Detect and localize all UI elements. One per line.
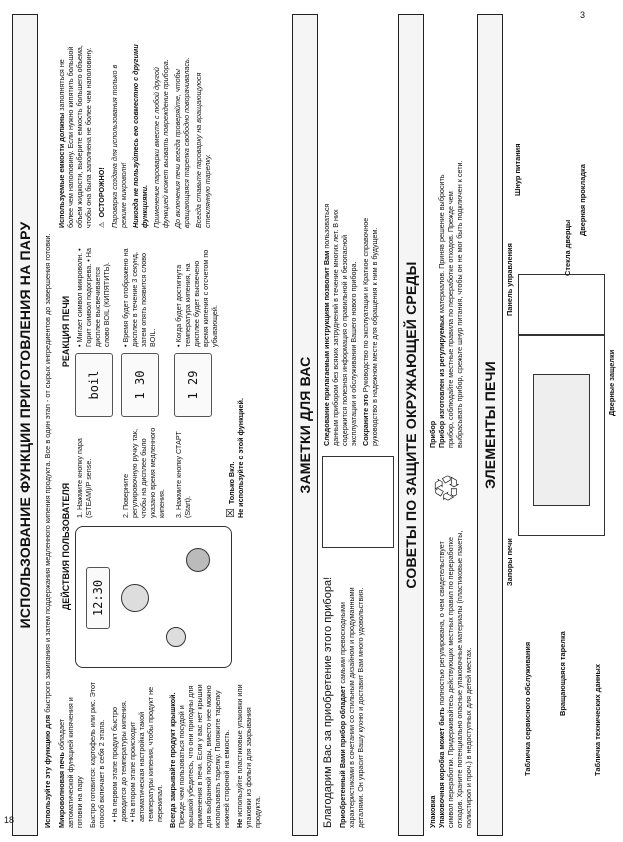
- cook-fast-text: Быстро готовится: картофель или рис. Этот способ включает в себя 2 этапа.: [88, 681, 107, 828]
- left-text-column: [57, 678, 262, 828]
- caution-row: ⚠ ОСТОРОЖНО!: [97, 167, 107, 228]
- notes-block: [318, 14, 398, 836]
- cover-text: Прежде чем пользоваться посудой и крышкой убедитесь, что они пригодны для применения в печи. Если у вас нет крышки для выбранной посуды, вместо нее можно использовать тарелку. Положите тарелку нижней стороной на емкость.: [177, 684, 232, 828]
- left-intro-text: быстрого закипания и затем поддержания медленного кипения продукта. Все в один этап - от сырых ингредиентов до завершения готовки.: [43, 233, 52, 713]
- right-page: [292, 14, 616, 836]
- page-number-left: 18: [4, 815, 15, 825]
- step-row: 3. Нажмите кнопку СТАРТ (Start). 1 29 • Когда будет достигнута температура кипения, на дисплее будет высвечено время кипения с отсчетом по убывающей.: [174, 249, 220, 518]
- env-block: [424, 14, 477, 836]
- label-tech-plate: Табличка технических данных: [593, 664, 602, 776]
- steps-body: [75, 238, 245, 668]
- label-service-plate: Табличка сервисного обслуживания: [523, 641, 532, 776]
- oven-photo-illustration: [322, 456, 394, 548]
- cover-bold: Всегда закрывайте продукт крышкой.: [168, 692, 178, 828]
- oven-elements-diagram: [503, 14, 623, 836]
- start-button-drawing: [186, 548, 210, 572]
- left-intro-bold: Используйте эту функцию для: [43, 714, 52, 828]
- warning-icon: ⚠: [97, 221, 107, 228]
- env-title: СОВЕТЫ ПО ЗАЩИТЕ ОКРУЖАЮЩЕЙ СРЕДЫ: [398, 14, 424, 836]
- steps-list: [75, 238, 245, 518]
- step-display: boil: [75, 353, 113, 417]
- label-door-seal: Дверная прокладка: [578, 164, 587, 236]
- steps-area: [57, 238, 262, 668]
- step-display: 1 29: [174, 353, 212, 417]
- right-title: ЗАМЕТКИ ДЛЯ ВАС: [292, 14, 318, 836]
- label-door-latches: Дверные защелки: [607, 349, 616, 416]
- greeting-column: Благодарим Вас за приобретение этого прибора! Приобретенный Вами прибор обладает самыми превосходными характеристиками в сочетании со стильным дизайном и продуманными деталями. Он украсит Вашу кухню и доставит Вам много удовольствия.: [322, 558, 394, 828]
- control-panel-box: [518, 274, 605, 336]
- no-plastic-text: используйте пластиковые упаковки или упаковки из фольги для закрывания продукта.: [235, 684, 263, 828]
- microwave-bold: Микроволновая печь: [57, 752, 67, 828]
- stage-bullet: • На первом этапе продукт быстро доводится до температуры кипения.: [110, 700, 129, 822]
- step-display: 1 30: [121, 353, 159, 417]
- oven-cavity: [533, 374, 590, 506]
- label-door-glass: Стекла дверцы: [563, 219, 572, 276]
- left-columns: [57, 14, 262, 836]
- step-row: 1. Нажмите кнопку пара (STEAM)/P sense. boil • Мигает символ микроволн. • Горит символ подогрева. • На дисплее высвечивается слово BOIL (КИПЯТИТЬ).: [75, 248, 112, 518]
- microwave-text: обладает автоматической функцией кипячения и готовки на пару: [57, 697, 85, 828]
- appliance-column: Прибор Прибор изготовлен из регулируемых материалов. Приняв решение выбросить прибор, соблюдайте местные правила по переработке отходов. Прежде чем выбрасывать прибор, срежьте шнур питания, чтобы он не мог быть подключен к сети.: [428, 160, 464, 448]
- greeting: Благодарим Вас за приобретение этого прибора!: [322, 576, 334, 828]
- steps-headings: [61, 238, 71, 668]
- step-row: 2. Поверните регулировочную ручку так, чтобы на дисплее было указано время медленного кипения. 1 30 • Время будет отображено на дисплее в течение 3 секунд, затем опять появится слово BOIL.: [121, 248, 167, 518]
- steam-button-drawing: [166, 627, 186, 647]
- caution-column: Используемые емкости должны заполняться не более чем наполовину. Если нужно кипятить большой объем жидкости, выберите емкость большего объема, чтобы она была заполнена не более чем наполовину. ⚠ ОСТОРОЖНО! Пароварка создана для использования только в режиме микроволн! Никогда не пользуйтесь ею совместно с другими функциями. Применение пароварки вместе с любой другой функцией может вызвать повреждение прибора. До включения печи всегда проверяйте, чтобы вращающаяся тарелка свободно поворачивалась. Всегда ставьте пароварку на вращающуюся стеклянную тарелку.: [57, 38, 262, 228]
- no-plastic-bold: Не: [235, 818, 245, 828]
- dial-knob: [121, 584, 149, 612]
- panel-display: 12:30: [86, 567, 110, 629]
- recycle-icon: ♲: [429, 472, 467, 504]
- packaging-column: Упаковка Упаковочная коробка может быть полностью регулирована, о чем свидетельствует символ переработки. Придерживайтесь действующих местных правил по переработке отходов. Храните потенциально опасные упаковочные материалы (пластиковые пакеты, полистирол и проч.) в недоступных для детей местах.: [428, 530, 473, 828]
- label-oven-latches: Запоры печи: [505, 538, 514, 586]
- page-number-right: 3: [580, 10, 586, 20]
- instructions-column: Следование прилагаемым инструкциям позволит Вам пользоваться данным прибором без всяких затруднений в течение многих лет. В них содержится полезная информация о правильной и безопасной эксплуатации и обслуживании Вашего нового прибора. Сохраните это Руководство по эксплуатации и Краткое справочное руководство в надежном месте для обращения к ним в будущем.: [322, 203, 379, 446]
- left-title: ИСПОЛЬЗОВАНИЕ ФУНКЦИИ ПРИГОТОВЛЕНИЯ НА ПАРУ: [12, 14, 38, 836]
- control-panel-drawing: [75, 526, 232, 668]
- only-on-row: ☒ Только Вкл.: [225, 461, 238, 518]
- left-intro: [43, 22, 52, 828]
- elements-title: ЭЛЕМЕНТЫ ПЕЧИ: [477, 14, 503, 836]
- oven-reaction-heading: РЕАКЦИЯ ПЕЧИ: [61, 295, 72, 368]
- do-not-use-text: Не используйте с этой функцией.: [236, 398, 246, 518]
- user-actions-heading: ДЕЙСТВИЯ ПОЛЬЗОВАТЕЛЯ: [61, 482, 72, 611]
- stage-bullet: • На втором этапе происходит автоматическая настройка такой температуры кипения, чтобы продукт не перекипал.: [128, 686, 165, 822]
- label-turntable: Вращающаяся тарелка: [558, 631, 567, 716]
- label-control-panel: Панель управления: [505, 243, 514, 316]
- crossed-dish-icon: ☒: [225, 508, 238, 518]
- label-power-cord: Шнур питания: [513, 143, 522, 196]
- left-page: [12, 14, 290, 836]
